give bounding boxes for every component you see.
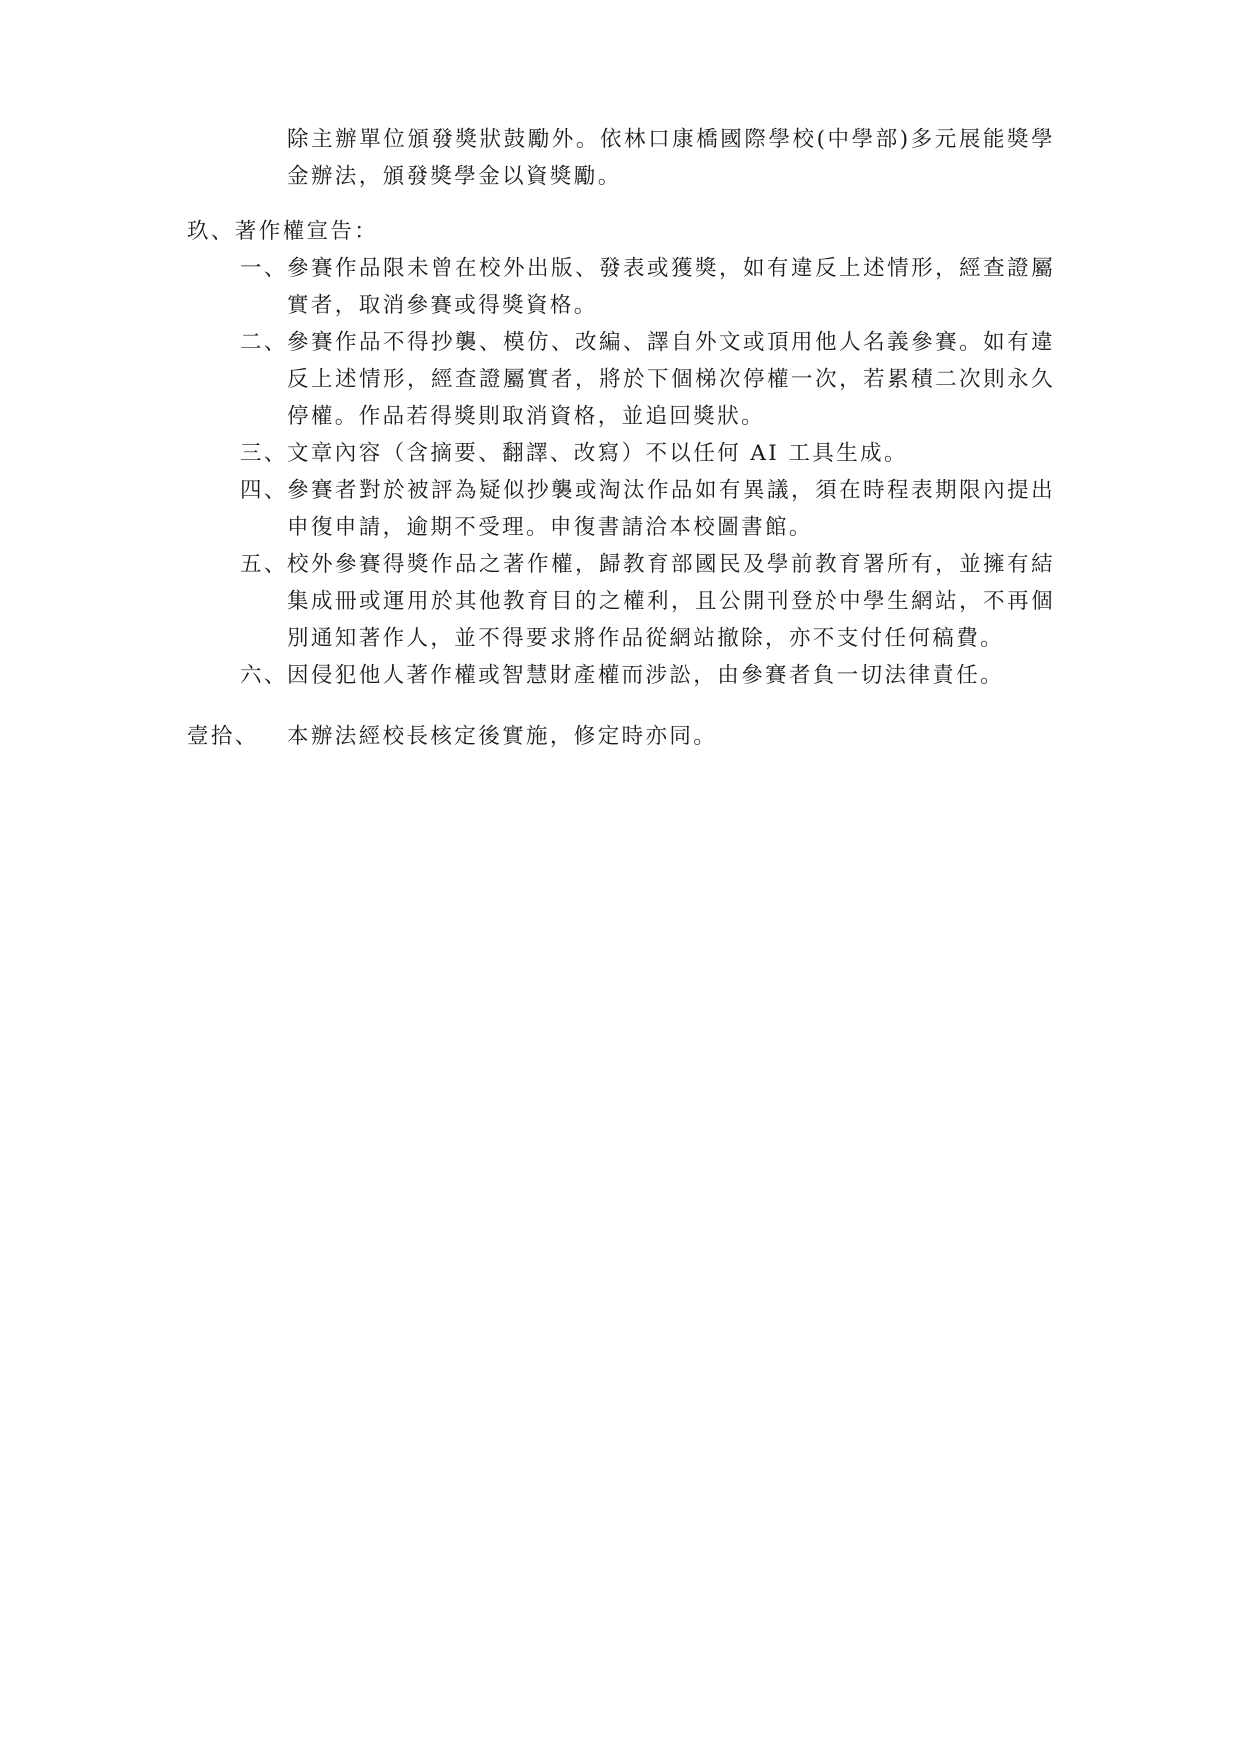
section-9-item-5 — [240, 546, 1055, 657]
item-text: 參賽作品不得抄襲、模仿、改編、譯自外文或頂用他人名義參賽。如有違反上述情形，經查證屬實者，將於下個梯次停權一次，若累積二次則永久停權。作品若得獎則取消資格，並追回獎狀。 — [287, 330, 1055, 429]
item-number: 五、 — [240, 552, 288, 577]
item-text: 參賽者對於被評為疑似抄襲或淘汰作品如有異議，須在時程表期限內提出申復申請，逾期不受理。申復書請洽本校圖書館。 — [287, 478, 1055, 540]
section-9-item-6 — [240, 657, 1055, 694]
section-9-item-3 — [240, 435, 1055, 472]
item-number: 六、 — [240, 663, 288, 688]
item-number: 二、 — [240, 330, 288, 355]
item-text: 校外參賽得獎作品之著作權，歸教育部國民及學前教育署所有，並擁有結集成冊或運用於其他教育目的之權利，且公開刊登於中學生網站，不再個別通知著作人，並不得要求將作品從網站撤除，亦不支付任何稿費。 — [287, 552, 1055, 651]
item-number: 三、 — [240, 441, 288, 466]
item-number: 一、 — [240, 256, 288, 281]
section-9-title: 玖、著作權宣告： — [187, 219, 379, 244]
item-number: 四、 — [240, 478, 288, 503]
continuation-paragraph: 除主辦單位頒發獎狀鼓勵外。依林口康橋國際學校(中學部)多元展能獎學金辦法，頒發獎學金以資獎勵。 — [287, 127, 1055, 189]
item-text: 因侵犯他人著作權或智慧財產權而涉訟，由參賽者負一切法律責任。 — [287, 663, 1005, 688]
section-9-item-1 — [240, 250, 1055, 324]
item-text: 文章內容（含摘要、翻譯、改寫）不以任何 AI 工具生成。 — [287, 441, 908, 466]
section-9-item-4 — [240, 472, 1055, 546]
section-9-item-2 — [240, 324, 1055, 435]
item-text: 參賽作品限未曾在校外出版、發表或獲獎，如有違反上述情形，經查證屬實者，取消參賽或得獎資格。 — [287, 256, 1055, 318]
section-10-number: 壹拾、 — [187, 724, 259, 749]
section-10-text: 本辦法經校長核定後實施，修定時亦同。 — [287, 724, 718, 749]
